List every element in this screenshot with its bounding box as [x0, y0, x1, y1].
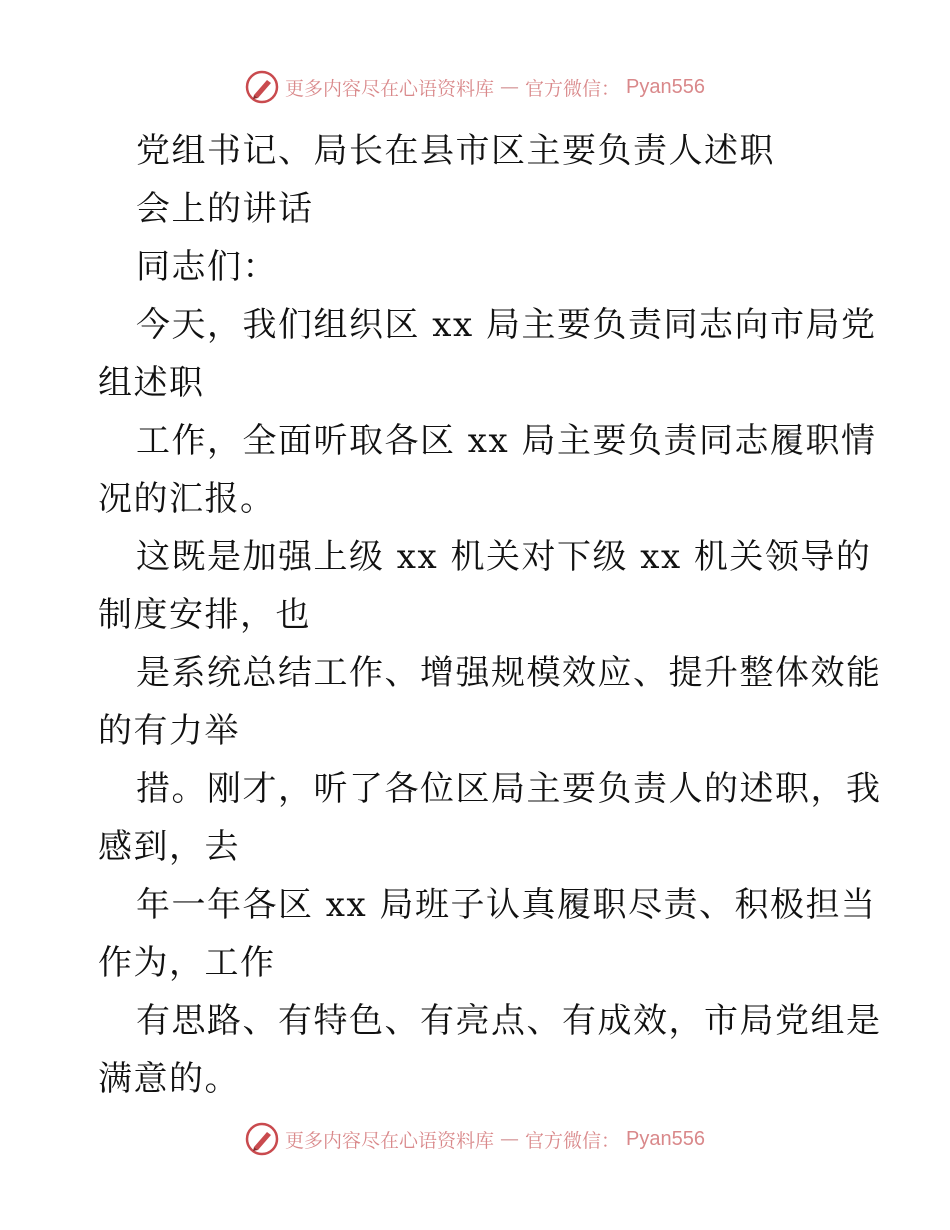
text-line: 制度安排，也 [98, 595, 311, 635]
text-line: 这既是加强上级 xx 机关对下级 xx 机关领导的 [136, 537, 872, 577]
text-line: 工作，全面听取各区 xx 局主要负责同志履职情 [136, 421, 877, 461]
text-line: 感到，去 [98, 827, 240, 867]
footer-watermark [0, 1122, 950, 1156]
text-line: 年一年各区 xx 局班子认真履职尽责、积极担当 [136, 885, 877, 925]
watermark-handle: Pyan556 [626, 75, 705, 98]
text-line: 况的汇报。 [98, 479, 276, 519]
watermark-wechat-label: 官方微信： [525, 77, 621, 100]
pen-logo-icon [245, 1122, 279, 1156]
text-line: 满意的。 [98, 1059, 240, 1099]
watermark-separator: — [500, 1128, 520, 1150]
text-line: 作为，工作 [98, 943, 276, 983]
watermark-text: 更多内容尽在心语资料库 [285, 77, 495, 100]
text-line: 措。刚才，听了各位区局主要负责人的述职，我 [136, 769, 882, 809]
pen-logo-icon [245, 70, 279, 104]
text-line: 有思路、有特色、有亮点、有成效，市局党组是 [136, 1001, 882, 1041]
watermark-handle: Pyan556 [626, 1127, 705, 1150]
text-line: 今天，我们组织区 xx 局主要负责同志向市局党 [136, 305, 877, 345]
text-line: 组述职 [98, 363, 205, 403]
text-line: 党组书记、局长在县市区主要负责人述职 [136, 131, 775, 171]
document-body [98, 122, 882, 1108]
text-line: 同志们： [136, 247, 278, 287]
text-line: 会上的讲话 [136, 189, 314, 229]
watermark-text: 更多内容尽在心语资料库 [285, 1129, 495, 1152]
header-watermark [0, 70, 950, 104]
text-line: 的有力举 [98, 711, 240, 751]
watermark-wechat-label: 官方微信： [525, 1129, 621, 1152]
text-line: 是系统总结工作、增强规模效应、提升整体效能 [136, 653, 882, 693]
watermark-separator: — [500, 76, 520, 98]
